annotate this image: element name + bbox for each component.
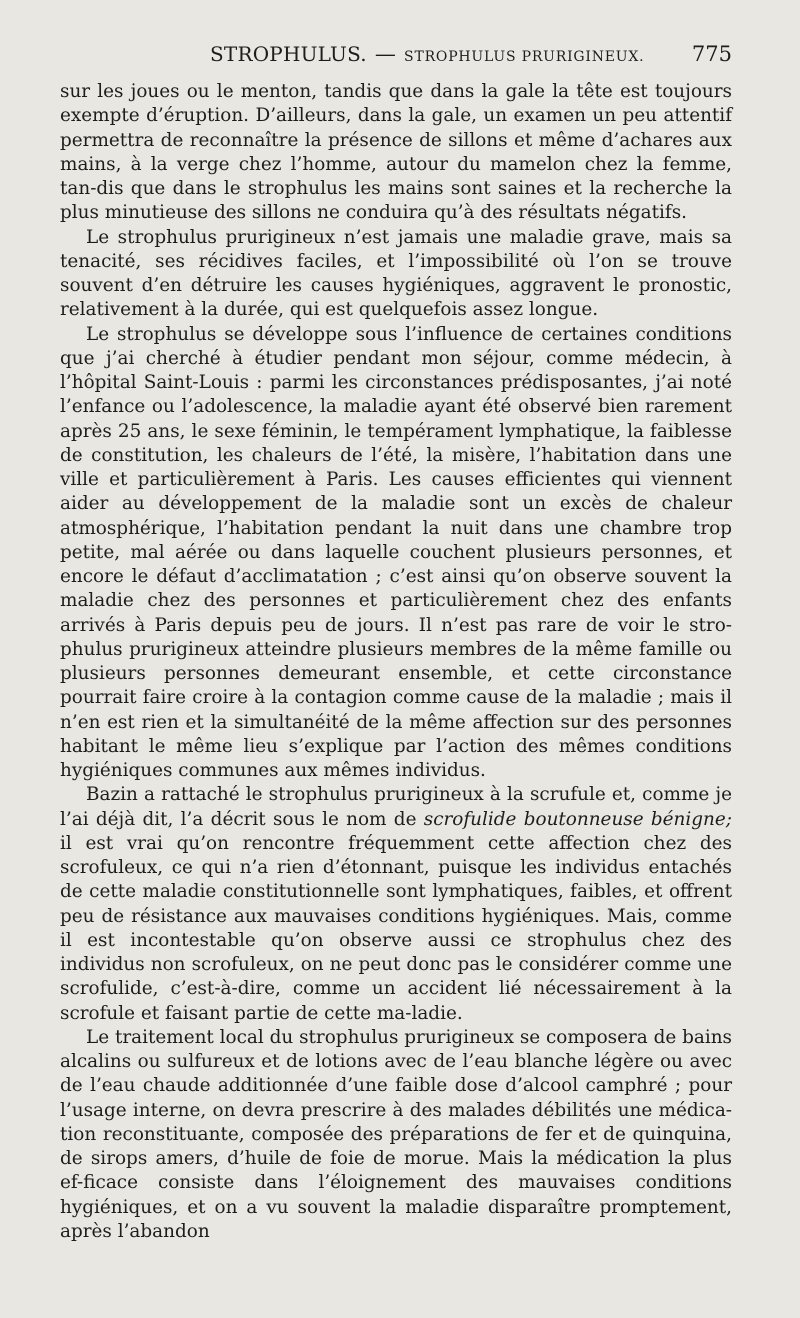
running-title-main: STROPHULUS.: [210, 42, 367, 66]
paragraph-continuation: sur les joues ou le menton, tandis que dans la gale la tête est toujours exempte d’éruption. D’ailleurs, dans la gale, un examen un peu attentif permettra de reconnaître la présence de sillons et même d’achares aux mains, à la verge chez l’homme, autour du mamelon chez la femme, tan-dis que dans le strophulus les mains sont saines et la recherche la plus minutieuse des sillons ne conduira qu’à des résultats négatifs.: [60, 81, 732, 224]
scrofula-term-italic: scrofulide boutonneuse bénigne;: [423, 808, 732, 830]
running-title-sub: STROPHULUS PRURIGINEUX.: [404, 49, 645, 65]
page-number: 775: [691, 42, 732, 66]
paragraph-treatment: Le traitement local du strophulus prurigineux se composera de bains alcalins ou sulfureux et de lotions avec de l’eau blanche légère ou avec de l’eau chaude additionnée d’une faible dose d’alcool camphré ; pour l’usage interne, on devra prescrire à des malades débilités une médica-tion reconstituante, composée des préparations de fer et de quinquina, de sirops amers, d’huile de foie de morue. Mais la médication la plus ef-ficace consiste dans l’éloignement des mauvaises conditions hygiéniques, et on a vu souvent la maladie disparaître promptement, après l’abandon: [60, 1026, 732, 1242]
running-header: [60, 36, 732, 76]
paragraph-prognosis: Le strophulus prurigineux n’est jamais une maladie grave, mais sa tenacité, ses récidives faciles, et l’impossibilité où l’on se trouve souvent d’en détruire les causes hygiéniques, aggravent le pronostic, relativement à la durée, qui est quelquefois assez longue.: [60, 226, 732, 321]
paragraph-scrofula: [60, 783, 732, 1026]
scrofula-text-before: Bazin a rattaché le strophulus prurigineux à la scrufule et, comme je l’ai déjà dit, l’a décrit sous le nom de: [60, 784, 732, 830]
running-title-separator: —: [374, 42, 397, 66]
body-text: [60, 80, 732, 1244]
paragraph-causes: Le strophulus se développe sous l’influence de certaines conditions que j’ai cherché à étudier pendant mon séjour, comme médecin, à l’hôpital Saint-Louis : parmi les circonstances prédisposantes, j’ai noté l’enfance ou l’adolescence, la maladie ayant été observé bien rarement après 25 ans, le sexe féminin, le tempérament lymphatique, la faiblesse de constitution, les chaleurs de l’été, la misère, l’habitation dans une ville et particulièrement à Paris. Les causes efficientes qui viennent aider au développement de la maladie sont un excès de chaleur atmosphérique, l’habitation pendant la nuit dans une chambre trop petite, mal aérée ou dans laquelle couchent plusieurs personnes, et encore le défaut d’acclimatation ; c’est ainsi qu’on observe souvent la maladie chez des personnes et particulièrement chez des enfants arrivés à Paris depuis peu de jours. Il n’est pas rare de voir le stro-phulus prurigineux atteindre plusieurs membres de la même famille ou plusieurs personnes demeurant ensemble, et cette circonstance pourrait faire croire à la contagion comme cause de la maladie ; mais il n’en est rien et la simultanéité de la même affection sur des personnes habitant le même lieu s’explique par l’action des mêmes conditions hygiéniques communes aux mêmes individus.: [60, 323, 732, 781]
scrofula-text-after: il est vrai qu’on rencontre fréquemment cette affection chez des scrofuleux, ce qui n’a rien d’étonnant, puisque les individus entachés de cette maladie constitutionnelle sont lymphatiques, faibles, et offrent peu de résistance aux mauvaises conditions hygiéniques. Mais, comme il est incontestable qu’on observe aussi ce strophulus chez des individus non scrofuleux, on ne peut donc pas le considérer comme une scrofulide, c’est-à-dire, comme un accident lié nécessairement à la scrofule et faisant partie de cette ma-ladie.: [60, 832, 732, 1024]
running-title: [210, 42, 644, 66]
